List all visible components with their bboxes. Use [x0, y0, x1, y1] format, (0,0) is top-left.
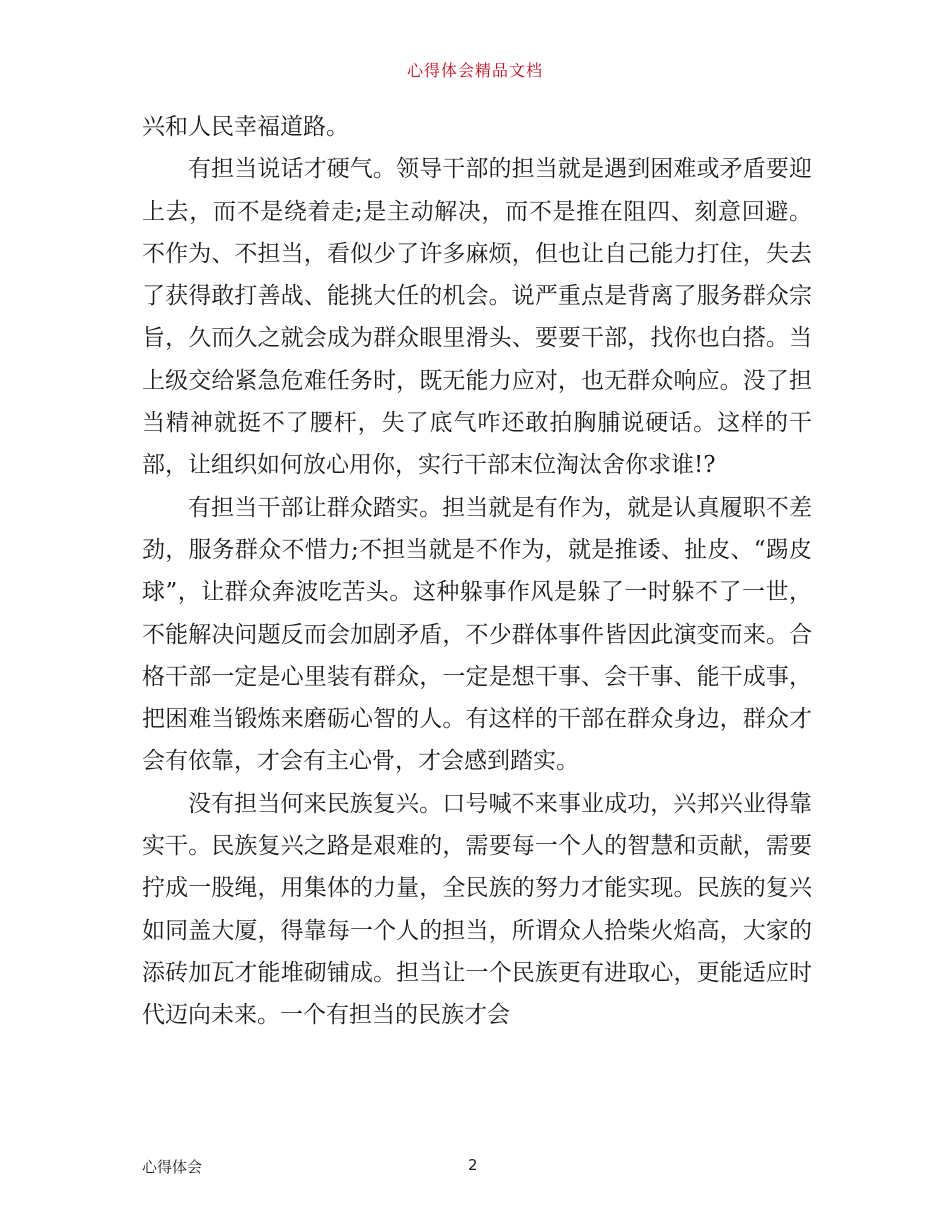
paragraph: 没有担当何来民族复兴。口号喊不来事业成功，兴邦兴业得靠实干。民族复兴之路是艰难的，需要每一个人的智慧和贡献，需要拧成一股绳，用集体的力量，全民族的努力才能实现。民族的复兴如同盖大厦，得靠每一个人的担当，所谓众人拾柴火焰高，大家的添砖加瓦才能堆砌铺成。担当让一个民族更有进取心，更能适应时代迈向未来。一个有担当的民族才会: [142, 790, 812, 1029]
footer-label: 心得体会: [142, 1158, 203, 1176]
page-number: 2: [468, 1156, 478, 1174]
paragraph: 有担当说话才硬气。领导干部的担当就是遇到困难或矛盾要迎上去，而不是绕着走;是主动解决，而不是推在阻四、刻意回避。不作为、不担当，看似少了许多麻烦，但也让自己能力打住，失去了获得敢打善战、能挑大任的机会。说严重点是背离了服务群众宗旨，久而久之就会成为群众眼里滑头、要要干部，找你也白搭。当上级交给紧急危难任务时，既无能力应对，也无群众响应。没了担当精神就挺不了腰杆，失了底气咋还敢拍胸脯说硬话。这样的干部，让组织如何放心用你，实行干部末位淘汰舍你求谁!?: [142, 156, 812, 479]
paragraph-continuation: 兴和人民幸福道路。: [142, 114, 349, 140]
document-header: 心得体会精品文档: [406, 61, 543, 80]
paragraph: 有担当干部让群众踏实。担当就是有作为，就是认真履职不差劲，服务群众不惜力;不担当就是不作为，就是推诿、扯皮、“踢皮球”，让群众奔波吃苦头。这种躲事作风是躲了一时躲不了一世，不能解决问题反而会加剧矛盾，不少群体事件皆因此演变而来。合格干部一定是心里装有群众，一定是想干事、会干事、能干成事，把困难当锻炼来磨砺心智的人。有这样的干部在群众身边，群众才会有依靠，才会有主心骨，才会感到踏实。: [142, 494, 812, 775]
document-body: [142, 106, 812, 1037]
